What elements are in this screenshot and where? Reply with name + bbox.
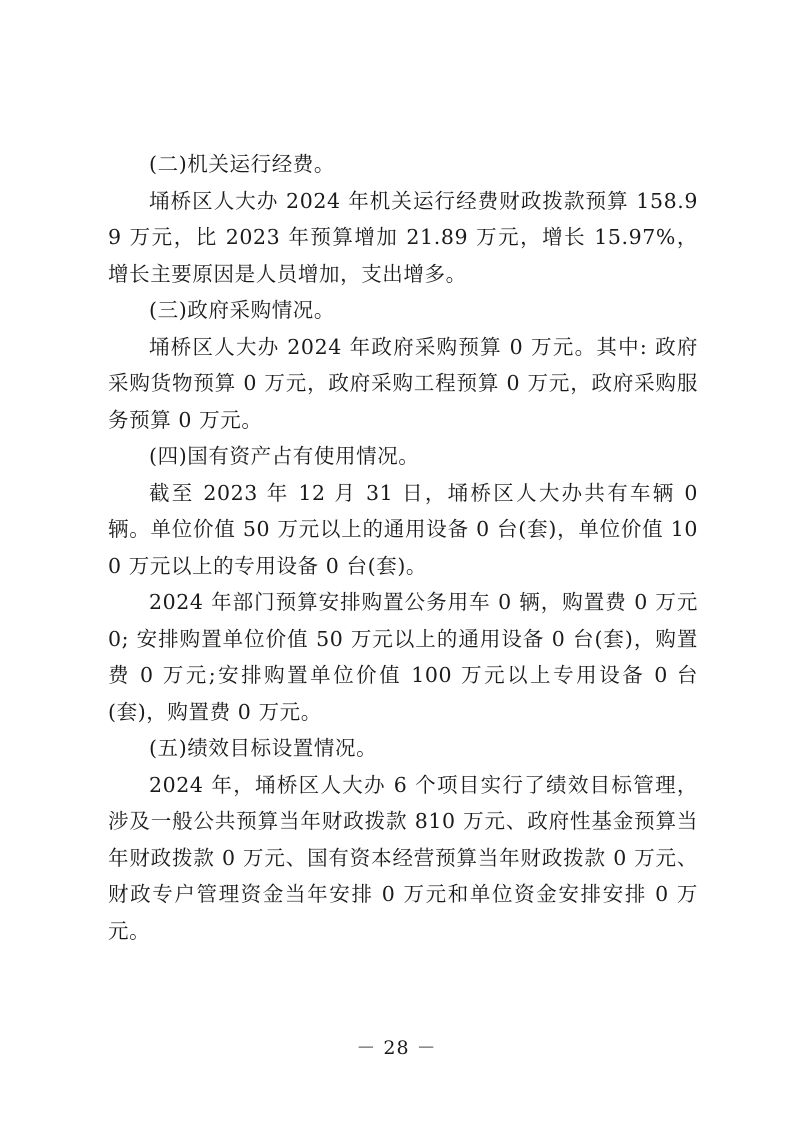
paragraph-procurement: 埇桥区人大办 2024 年政府采购预算 0 万元。其中: 政府采购货物预算 0 万元，政府采购工程预算 0 万元，政府采购服务预算 0 万元。 bbox=[108, 334, 698, 432]
section-heading-3: (三)政府采购情况。 bbox=[149, 298, 335, 322]
page-number: － 28 － bbox=[356, 1037, 437, 1059]
section-heading-4: (四)国有资产占有使用情况。 bbox=[149, 444, 420, 468]
paragraph-performance: 2024 年，埇桥区人大办 6 个项目实行了绩效目标管理，涉及一般公共预算当年财政拨款 810 万元、政府性基金预算当年财政拨款 0 万元、国有资本经营预算当年财政拨款 0 万元、财政专户管理资金当年安排 0 万元和单位资金安排安排 0 万元。 bbox=[108, 772, 698, 943]
paragraph-operating-expenses: 埇桥区人大办 2024 年机关运行经费财政拨款预算 158.99 万元，比 2023 年预算增加 21.89 万元，增长 15.97%，增长主要原因是人员增加，支出增多。 bbox=[108, 188, 698, 286]
paragraph-purchases: 2024 年部门预算安排购置公务用车 0 辆，购置费 0 万元 0; 安排购置单位价值 50 万元以上的通用设备 0 台(套)，购置费 0 万元;安排购置单位价值 100 万元以上专用设备 0 台(套)，购置费 0 万元。 bbox=[108, 590, 698, 724]
document-body bbox=[108, 146, 698, 949]
section-heading-5: (五)绩效目标设置情况。 bbox=[149, 736, 378, 760]
section-heading-2: (二)机关运行经费。 bbox=[149, 152, 335, 176]
paragraph-assets: 截至 2023 年 12 月 31 日，埇桥区人大办共有车辆 0 辆。单位价值 50 万元以上的通用设备 0 台(套)，单位价值 100 万元以上的专用设备 0 台(套)。 bbox=[108, 480, 698, 578]
